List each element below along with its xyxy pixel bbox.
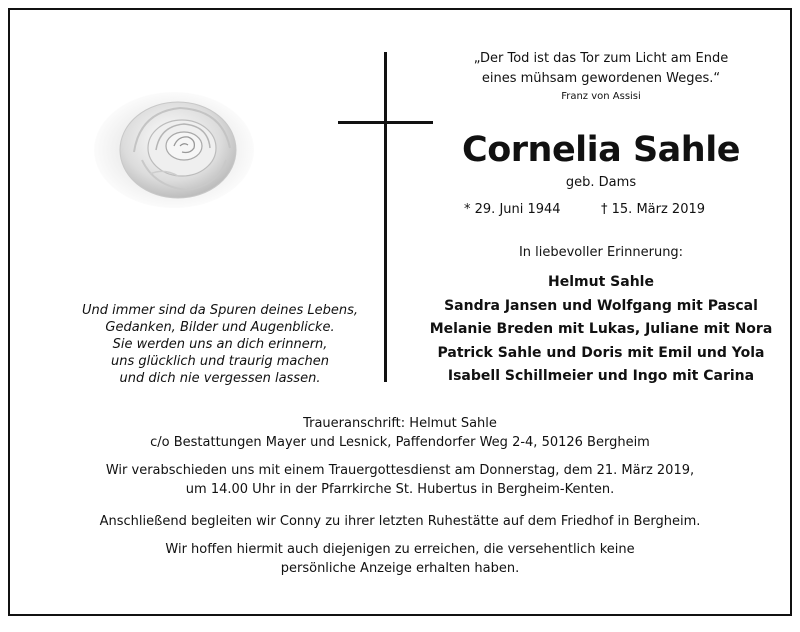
poem-line: uns glücklich und traurig machen [110, 354, 329, 369]
quote-line: „Der Tod ist das Tor zum Licht am Ende [473, 51, 729, 66]
family-member: Melanie Breden mit Lukas, Juliane mit Nora [429, 321, 773, 337]
rose-image [94, 90, 254, 210]
family-member: Isabell Schillmeier und Ingo mit Carina [447, 368, 755, 384]
cross-icon [384, 52, 387, 382]
birth-date: * 29. Juni 1944 [464, 202, 561, 217]
poem [40, 302, 400, 387]
address-line: c/o Bestattungen Mayer und Lesnick, Paffendorfer Weg 2-4, 50126 Bergheim [150, 435, 650, 450]
memory-label: In liebevoller Erinnerung: [518, 245, 684, 260]
notice-block [10, 540, 790, 578]
family-member: Sandra Jansen und Wolfgang mit Pascal [444, 297, 758, 314]
poem-line: Gedanken, Bilder und Augenblicke. [105, 320, 335, 335]
birth-name: geb. Dams [565, 175, 637, 190]
obituary-notice [8, 8, 792, 616]
poem-line: Und immer sind da Spuren deines Lebens, [81, 303, 358, 318]
poem-line: Sie werden uns an dich erinnern, [112, 337, 328, 352]
notice-line: persönliche Anzeige erhalten haben. [280, 561, 520, 576]
quote-line: eines mühsam gewordenen Weges.“ [481, 71, 721, 86]
notice-line: Wir hoffen hiermit auch diejenigen zu erreichen, die versehentlich keine [165, 542, 635, 557]
family-member: Patrick Sahle und Doris mit Emil und Yola [437, 344, 765, 361]
death-date: † 15. März 2019 [601, 202, 706, 217]
burial-line: Anschließend begleiten wir Conny zu ihrer letzten Ruhestätte auf dem Friedhof in Bergheim. [99, 514, 701, 529]
poem-line: und dich nie vergessen lassen. [119, 371, 321, 386]
service-line: Wir verabschieden uns mit einem Trauergottesdienst am Donnerstag, dem 21. März 2019, [105, 463, 695, 478]
family-list [418, 271, 784, 389]
service-line: um 14.00 Uhr in der Pfarrkirche St. Hubertus in Bergheim-Kenten. [185, 482, 615, 497]
address-block [10, 414, 790, 452]
service-block [10, 461, 790, 499]
quote-author: Franz von Assisi [561, 91, 641, 102]
family-member: Helmut Sahle [548, 274, 654, 290]
address-line: Traueranschrift: Helmut Sahle [303, 416, 497, 431]
quote [418, 49, 784, 89]
cross-icon-bar [338, 121, 433, 124]
deceased-name: Cornelia Sahle [462, 130, 740, 170]
burial-block [10, 512, 790, 531]
